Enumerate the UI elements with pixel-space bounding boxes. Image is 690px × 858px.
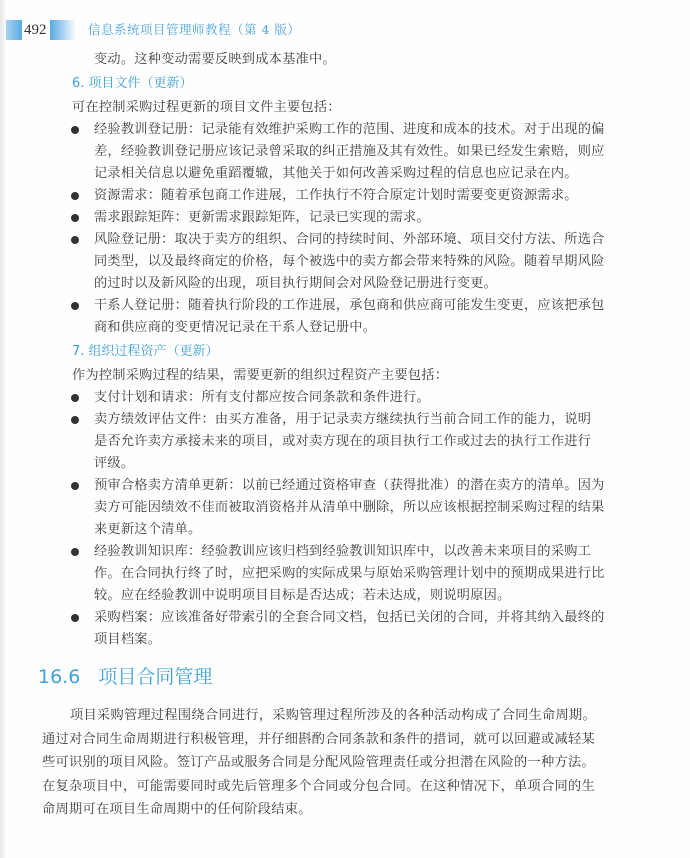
list-item-line: 较。应在经验教训中说明项目目标是否达成；若未达成，则说明原因。	[94, 588, 511, 603]
section-heading-contract-management	[38, 664, 212, 690]
list-item-line: 采购档案：应该准备好带索引的全套合同文档，包括已关闭的合同，并将其纳入最终的	[94, 610, 605, 625]
paragraph-line: 些可识别的项目风险。签订产品或服务合同是分配风险管理责任或分担潜在风险的一种方法。	[42, 755, 595, 770]
page-number: 492	[24, 22, 47, 38]
list-item-line: 是否允许卖方承接未来的项目，或对卖方现在的项目执行工作或过去的执行工作进行	[94, 434, 592, 449]
section-lead: 作为控制采购过程的结果，需要更新的组织过程资产主要包括：	[72, 368, 449, 383]
paragraph-line: 通过对合同生命周期进行积极管理，并仔细斟酌合同条款和条件的措词，就可以回避或减轻某	[42, 731, 595, 747]
header-accent-block-right	[50, 20, 76, 40]
section-title: 项目合同管理	[98, 666, 213, 688]
page-edge-shadow	[0, 0, 6, 858]
list-item-line: 评级。	[94, 456, 135, 471]
list-item-line: 差，经验教训登记册应该记录曾采取的纠正措施及其有效性。如果已经发生索赔，则应	[94, 144, 605, 159]
bullet-icon	[71, 416, 79, 424]
bullet-icon	[71, 482, 79, 490]
section-heading-org-process-assets: 7. 组织过程资产（更新）	[72, 344, 219, 359]
section-heading-project-documents: 6. 项目文件（更新）	[72, 76, 193, 91]
list-item-line: 卖方可能因绩效不佳而被取消资格并从清单中删除，所以应该根据控制采购过程的结果	[94, 500, 605, 515]
list-item-line: 资源需求：随着承包商工作进展，工作执行不符合原定计划时需要变更资源需求。	[94, 188, 578, 203]
list-item-line: 来更新这个清单。	[94, 522, 202, 537]
body-paragraph	[42, 704, 622, 822]
list-item-line: 作。在合同执行终了时，应把采购的实际成果与原始采购管理计划中的预期成果进行比	[94, 566, 605, 581]
header-accent-block-left	[6, 20, 22, 40]
list-item	[76, 607, 616, 651]
list-item-line: 经验教训登记册：记录能有效维护采购工作的范围、进度和成本的技术。对于出现的偏	[94, 122, 605, 137]
bullet-icon	[71, 394, 79, 402]
list-item-line: 商和供应商的变更情况记录在干系人登记册中。	[94, 320, 377, 335]
list-item-line: 卖方绩效评估文件：由买方准备，用于记录卖方继续执行当前合同工作的能力，说明	[94, 412, 592, 427]
page-content	[72, 49, 616, 651]
list-item-line: 记录相关信息以避免重蹈覆辙，其他关于如何改善采购过程的信息也应记录在内。	[94, 166, 578, 181]
book-title: 信息系统项目管理师教程（第 4 版）	[88, 22, 301, 37]
list-item-line: 项目档案。	[94, 632, 162, 647]
section-number: 16.6	[38, 666, 81, 688]
continued-text: 变动。这种变动需要反映到成本基准中。	[94, 52, 336, 67]
bullet-icon	[71, 126, 79, 134]
paragraph-line: 命周期可在项目生命周期中的任何阶段结束。	[42, 802, 312, 817]
list-item-line: 需求跟踪矩阵：更新需求跟踪矩阵，记录已实现的需求。	[94, 210, 430, 225]
paragraph-line: 在复杂项目中，可能需要同时或先后管理多个合同或分包合同。在这种情况下，单项合同的生	[42, 778, 595, 794]
list-item-line: 同类型，以及最终商定的价格，每个被选中的卖方都会带来特殊的风险。随着早期风险	[94, 254, 605, 269]
list-item-line: 经验教训知识库：经验教训应该归档到经验教训知识库中，以改善未来项目的采购工	[94, 544, 592, 559]
bullet-icon	[71, 236, 79, 244]
running-header	[0, 18, 690, 42]
list-item-line: 风险登记册：取决于卖方的组织、合同的持续时间、外部环境、项目交付方法、所选合	[94, 232, 605, 247]
list-item-line: 干系人登记册：随着执行阶段的工作进展，承包商和供应商可能发生变更，应该把承包	[94, 298, 605, 313]
list-item-line: 预审合格卖方清单更新：以前已经通过资格审查（获得批准）的潜在卖方的清单。因为	[94, 478, 605, 493]
bullet-icon	[71, 614, 79, 622]
list-item-line: 的过时以及新风险的出现，项目执行期间会对风险登记册进行变更。	[94, 276, 498, 291]
list-item-line: 支付计划和请求：所有支付都应按合同条款和条件进行。	[94, 390, 430, 405]
section-lead: 可在控制采购过程更新的项目文件主要包括：	[72, 100, 341, 115]
list-item	[76, 409, 616, 475]
list-item	[76, 475, 616, 541]
bullet-icon	[71, 214, 79, 222]
bullet-icon	[71, 548, 79, 556]
list-item	[76, 185, 616, 207]
bullet-icon	[71, 192, 79, 200]
list-item	[76, 207, 616, 229]
list-item	[76, 541, 616, 607]
list-item	[76, 229, 616, 295]
list-item	[76, 295, 616, 339]
list-item	[76, 119, 616, 185]
list-item	[76, 387, 616, 409]
bullet-icon	[71, 302, 79, 310]
paragraph-line: 项目采购管理过程围绕合同进行，采购管理过程所涉及的各种活动构成了合同生命周期。	[70, 708, 597, 723]
